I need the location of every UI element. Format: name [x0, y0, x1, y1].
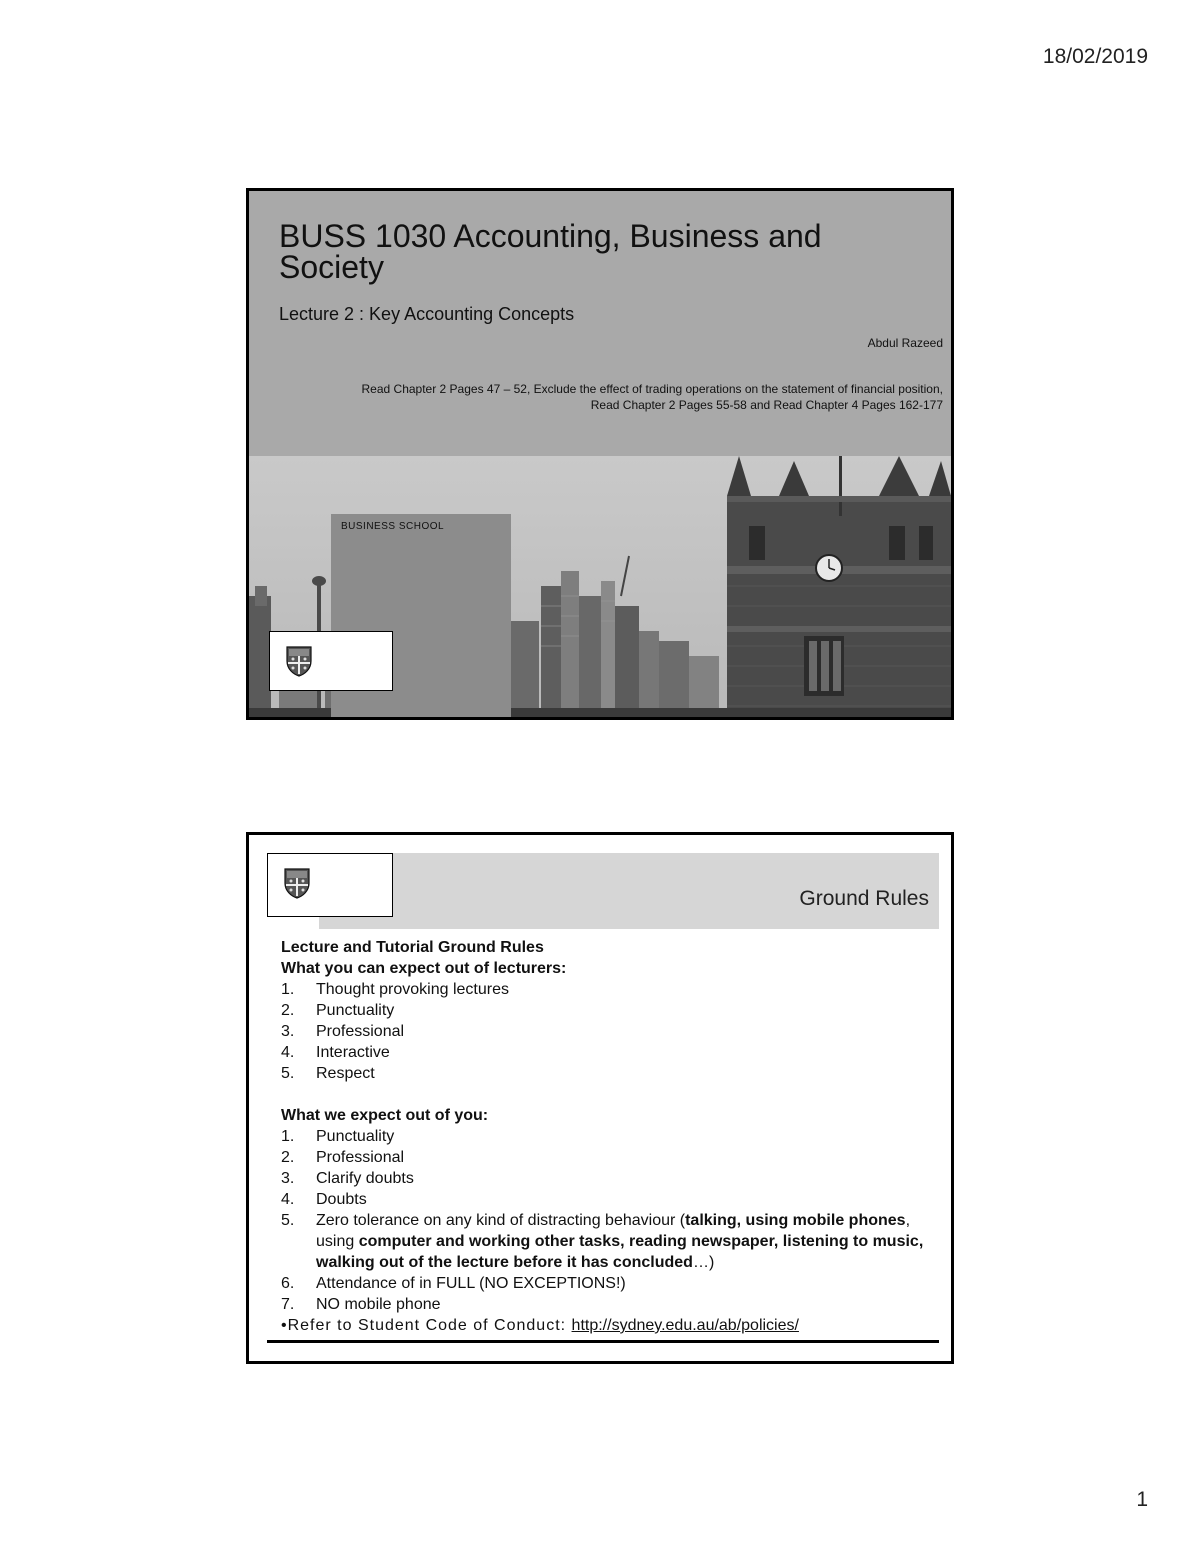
- course-title: BUSS 1030 Accounting, Business and Society: [279, 218, 822, 285]
- reading-line-1: Read Chapter 2 Pages 47 – 52, Exclude the effect of trading operations on the statement of financial position,: [361, 382, 943, 396]
- list-item: 1. Thought provoking lectures: [281, 981, 509, 998]
- list-item: 1. Punctuality: [281, 1128, 395, 1145]
- footnote-label: •Refer to Student Code of Conduct:: [281, 1317, 567, 1334]
- code-of-conduct-note: [281, 1315, 931, 1336]
- student-expectations-list: [281, 1126, 931, 1315]
- page-number: 1: [1136, 1488, 1148, 1511]
- list-item: 3. Professional: [281, 1023, 405, 1040]
- page-date: 18/02/2019: [1042, 45, 1148, 68]
- business-school-label: BUSINESS SCHOOL: [341, 521, 445, 532]
- slide-content: [281, 937, 931, 1336]
- reading-instructions: [253, 381, 943, 413]
- university-logo-box: [267, 853, 393, 917]
- policies-link[interactable]: http://sydney.edu.au/ab/policies/: [571, 1317, 799, 1334]
- list-item: 2. Punctuality: [281, 1002, 395, 1019]
- university-logo-box: [269, 631, 393, 691]
- title-slide: [246, 188, 954, 720]
- university-crest-icon: [285, 645, 313, 677]
- section-subtitle: What you can expect out of lecturers:: [281, 960, 567, 977]
- lecture-subtitle: Lecture 2 : Key Accounting Concepts: [279, 304, 575, 324]
- list-item: 7. NO mobile phone: [281, 1296, 441, 1313]
- section-title: Lecture and Tutorial Ground Rules: [281, 939, 544, 956]
- list-item: 3. Clarify doubts: [281, 1170, 414, 1187]
- lecturer-name: Abdul Razeed: [867, 336, 943, 350]
- list-item: 2. Professional: [281, 1149, 405, 1166]
- list-item: 6. Attendance of in FULL (NO EXCEPTIONS!): [281, 1275, 626, 1292]
- ground-rules-slide: [246, 832, 954, 1364]
- lecturer-expectations-list: [281, 979, 931, 1084]
- slide-heading: Ground Rules: [799, 887, 929, 910]
- list-item: 5. Respect: [281, 1065, 375, 1082]
- section-title: What we expect out of you:: [281, 1107, 489, 1124]
- list-item: 4. Interactive: [281, 1044, 390, 1061]
- bottom-divider: [267, 1340, 939, 1343]
- list-item: 4. Doubts: [281, 1191, 367, 1208]
- reading-line-2: Read Chapter 2 Pages 55-58 and Read Chapter 4 Pages 162-177: [590, 398, 943, 412]
- university-crest-icon: [283, 867, 311, 899]
- list-item: 5. Zero tolerance on any kind of distracting behaviour (talking, using mobile phones, using computer and working other tasks, reading newspaper, listening to music, walking out of the lecture before it has concluded…): [281, 1212, 924, 1271]
